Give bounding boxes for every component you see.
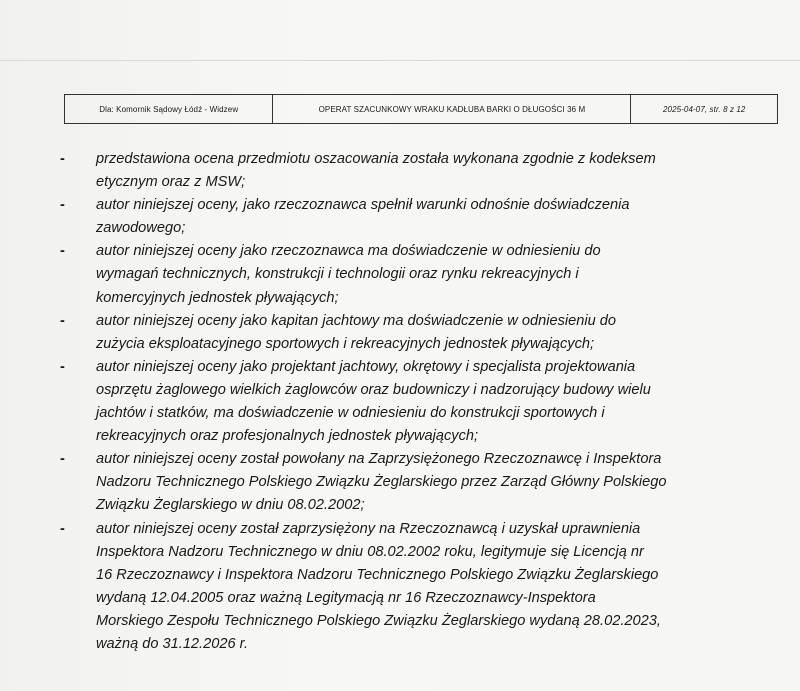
header-recipient: Dla: Komornik Sądowy Łódź - Widzew xyxy=(65,95,273,123)
list-item xyxy=(60,518,800,657)
header-date-page: 2025-04-07, str. 8 z 12 xyxy=(662,104,746,114)
list-item-text: autor niniejszej oceny jako projektant jachtowy, okrętowy i specjalista projektowania osprzętu żaglowego wielkich żaglowców oraz budowniczy i nadzorujący budowy wielu jachtów i statków, ma doświadczenie w odniesieniu do konstrukcji sportowych i rekreacyjnych oraz profesjonalnych jednostek pływających; xyxy=(96,358,651,445)
bullet-marker: - xyxy=(60,520,65,537)
list-item xyxy=(60,356,800,448)
list-item-text: autor niniejszej oceny jako rzeczoznawca ma doświadczenie w odniesieniu do wymagań technicznych, konstrukcji i technologii oraz rynku rekreacyjnych i komercyjnych jednostek pływających; xyxy=(96,243,601,306)
list-item xyxy=(60,148,800,194)
document-header-table xyxy=(64,94,778,124)
list-item-text: autor niniejszej oceny jako kapitan jachtowy ma doświadczenie w odniesieniu do zużycia eksploatacyjnego sportowych i rekreacyjnych jednostek pływających; xyxy=(96,312,617,352)
bullet-marker: - xyxy=(60,197,65,214)
list-item-text: autor niniejszej oceny został zaprzysiężony na Rzeczoznawcą i uzyskał uprawnienia Inspektora Nadzoru Technicznego w dniu 08.02.2002 roku, legitymuje się Licencją nr 16 Rzeczoznawcy i Inspektora Nadzoru Technicznego Polskiego Związku Żeglarskiego wydaną 12.04.2005 oraz ważną Legitymacją nr 16 Rzeczoznawcy-Inspektora Morskiego Zespołu Technicznego Polskiego Związku Żeglarskiego wydaną 28.02.2023, ważną do 31.12.2026 r. xyxy=(96,520,661,652)
list-item xyxy=(60,194,800,240)
bullet-marker: - xyxy=(60,151,65,167)
bullet-marker: - xyxy=(60,243,65,260)
list-item-text: autor niniejszej oceny, jako rzeczoznawca spełnił warunki odnośnie doświadczenia zawodowego; xyxy=(96,197,630,237)
bullet-marker: - xyxy=(60,358,65,375)
statement-list xyxy=(60,148,800,656)
list-item-text: przedstawiona ocena przedmiotu oszacowania została wykonana zgodnie z kodeksem etycznym oraz z MSW; xyxy=(96,151,656,191)
bullet-marker: - xyxy=(60,451,65,468)
list-item-text: autor niniejszej oceny został powołany na Zaprzysiężonego Rzeczoznawcę i Inspektora Nadzoru Technicznego Polskiego Związku Żeglarskiego przez Zarząd Główny Polskiego Związku Żeglarskiego w dniu 08.02.2002; xyxy=(96,451,667,514)
page-edge-line xyxy=(0,60,800,61)
bullet-marker: - xyxy=(60,312,65,329)
header-title: OPERAT SZACUNKOWY WRAKU KADŁUBA BARKI O DŁUGOŚCI 36 M xyxy=(273,95,631,123)
list-item xyxy=(60,310,800,356)
list-item xyxy=(60,240,800,309)
list-item xyxy=(60,448,800,517)
